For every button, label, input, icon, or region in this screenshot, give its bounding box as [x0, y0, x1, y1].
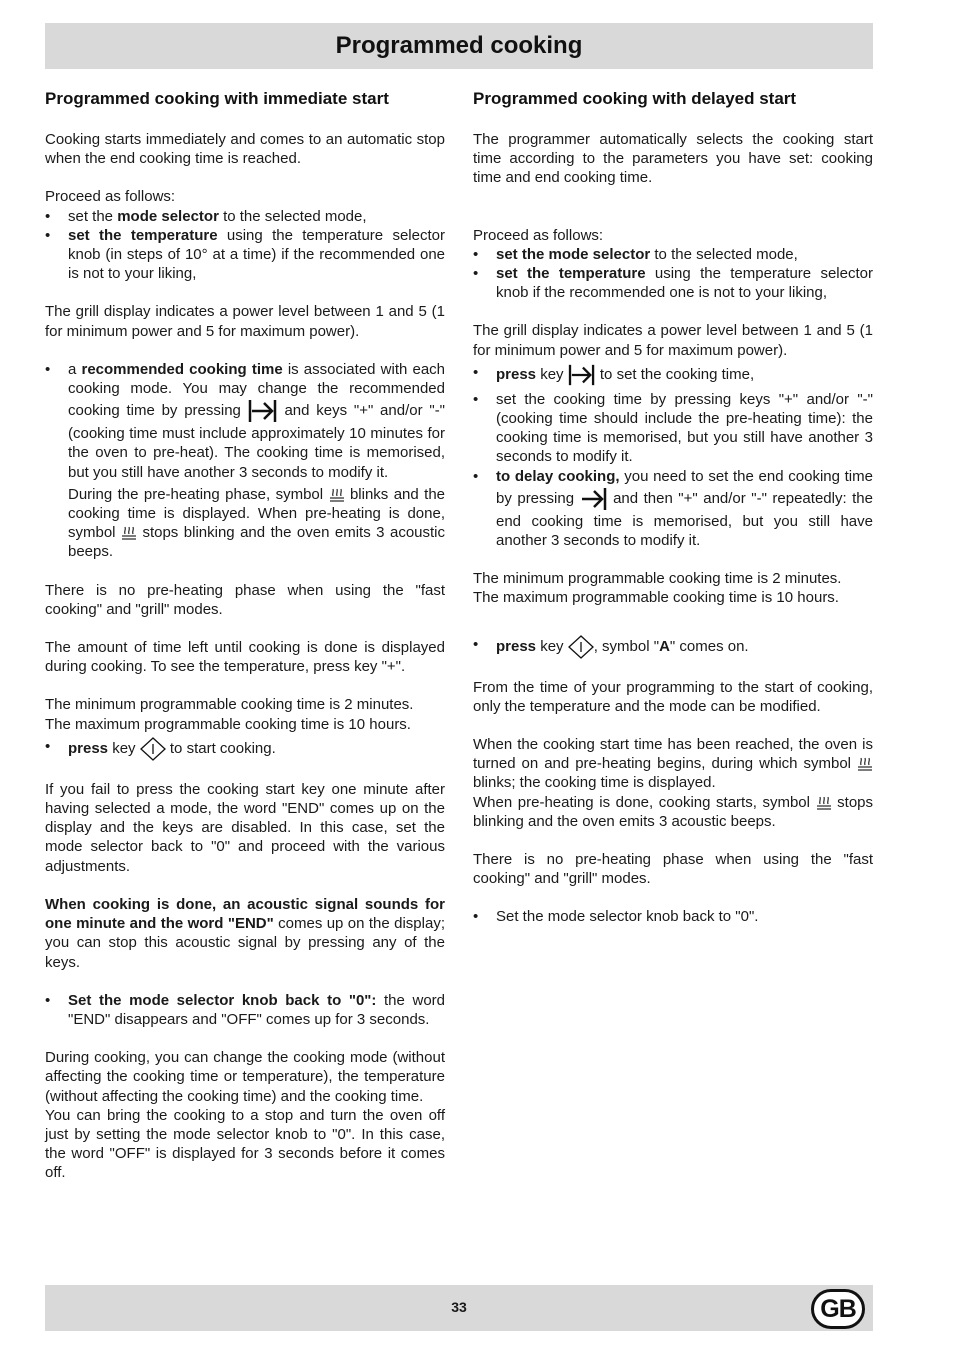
list-item: • press key , symbol "A" comes on.	[496, 635, 873, 659]
right-no-preheat: There is no pre-heating phase when using the "fast cooking" and "grill" modes.	[473, 851, 873, 888]
right-time-list	[473, 363, 873, 550]
right-start-list	[473, 635, 873, 659]
left-steps-list	[45, 207, 445, 284]
right-modify-note: From the time of your programming to the start of cooking, only the temperature and the mode can be modified.	[473, 678, 873, 715]
list-item: • set the temperature using the temperature selector knob (in steps of 10° at a time) if the recommended one is not to your liking,	[68, 226, 445, 284]
list-item: • Set the mode selector knob back to "0": the word "END" disappears and "OFF" comes up for 3 seconds.	[68, 991, 445, 1029]
preheat-symbol-icon	[816, 795, 832, 811]
title-bar	[45, 23, 873, 69]
start-key-icon	[568, 635, 594, 659]
left-heading: Programmed cooking with immediate start	[45, 89, 389, 108]
left-intro: Cooking starts immediately and comes to an automatic stop when the end cooking time is reached.	[45, 131, 445, 168]
footer-bar	[45, 1285, 873, 1331]
preheat-symbol-icon	[329, 487, 345, 503]
right-heading: Programmed cooking with delayed start	[473, 89, 797, 108]
right-proceed: Proceed as follows:	[473, 226, 604, 244]
list-item: • set the mode selector to the selected mode,	[68, 207, 445, 226]
right-grill-text: The grill display indicates a power level between 1 and 5 (1 for minimum power and 5 for maximum power).	[473, 322, 873, 359]
left-grill-text: The grill display indicates a power level between 1 and 5 (1 for minimum power and 5 for maximum power).	[45, 303, 445, 340]
list-item: • a recommended cooking time is associated with each cooking mode. You may change the recommended cooking time by pressing and keys "+" and/or "-" (cooking time must include approximately 10 minutes for the oven to pre-heat). The cooking time is memorised, but you still have another 3 seconds to modify it.	[68, 360, 445, 482]
right-intro: The programmer automatically selects the cooking start time according to the parameters you have set: cooking time and end cooking time.	[473, 131, 873, 187]
right-min-time: The minimum programmable cooking time is 2 minutes.	[473, 570, 842, 588]
left-timeout-note: If you fail to press the cooking start key one minute after having selected a mode, the word "END" comes up on the display and the keys are disabled. In this case, set the mode selector back to "0" and proceed with the various adjustments.	[45, 780, 445, 875]
left-max-time: The maximum programmable cooking time is 10 hours.	[45, 715, 411, 733]
right-steps-list	[473, 245, 873, 303]
left-no-preheat: There is no pre-heating phase when using the "fast cooking" and "grill" modes.	[45, 581, 445, 618]
left-recommended-list	[45, 360, 445, 482]
left-preheat-note: During the pre-heating phase, symbol blinks and the cooking time is displayed. When pre-heating is done, symbol stops blinking and the oven emits 3 acoustic beeps.	[68, 485, 445, 561]
page-number: 33	[451, 1299, 467, 1315]
right-max-time: The maximum programmable cooking time is 10 hours.	[473, 589, 839, 607]
start-key-icon	[140, 737, 166, 761]
preheat-symbol-icon	[857, 756, 873, 772]
list-item: • set the cooking time by pressing keys "+" and/or "-" (cooking time should include the pre-heating time): the cooking time is memorised, but you still have another 3 seconds to modify it.	[496, 390, 873, 467]
list-item: • set the mode selector to the selected mode,	[496, 245, 873, 264]
list-item: • Set the mode selector knob back to "0".	[496, 907, 873, 926]
left-reset-list	[45, 991, 445, 1029]
language-badge: GB	[811, 1289, 865, 1329]
left-proceed: Proceed as follows:	[45, 188, 176, 206]
list-item: • press key to start cooking.	[68, 737, 445, 761]
list-item: • press key to set the cooking time,	[496, 363, 873, 387]
end-cooking-time-key-icon	[580, 486, 608, 512]
preheat-symbol-icon	[121, 525, 137, 541]
right-column	[473, 88, 873, 927]
left-min-time: The minimum programmable cooking time is 2 minutes.	[45, 696, 414, 714]
right-reset-list	[473, 907, 873, 926]
list-item: • set the temperature using the temperature selector knob if the recommended one is not to your liking,	[496, 264, 873, 302]
left-change-mode: During cooking, you can change the cooking mode (without affecting the cooking time or temperature), the temperature (without affecting the cooking time) and the cooking time.	[45, 1049, 445, 1105]
right-start-reached: When the cooking start time has been reached, the oven is turned on and pre-heating begins, during which symbol blinks; the cooking time is displayed.	[473, 736, 873, 792]
page-title: Programmed cooking	[335, 32, 583, 59]
left-start-list	[45, 737, 445, 761]
right-preheat-done: When pre-heating is done, cooking starts, symbol stops blinking and the oven emits 3 acoustic beeps.	[473, 793, 874, 830]
left-end-note: When cooking is done, an acoustic signal sounds for one minute and the word "END" comes up on the display; you can stop this acoustic signal by pressing any of the keys.	[45, 895, 445, 971]
left-stop-oven: You can bring the cooking to a stop and turn the oven off just by setting the mode selector knob to "0". In this case, the word "OFF" is displayed for 3 seconds before it comes off.	[45, 1106, 445, 1182]
list-item: • to delay cooking, you need to set the end cooking time by pressing and then "+" and/or "-" repeatedly: the end cooking time is memorised, but you still have another 3 seconds to modify it.	[496, 467, 873, 551]
left-time-left: The amount of time left until cooking is done is displayed during cooking. To see the temperature, press key "+".	[45, 639, 445, 676]
left-column	[45, 88, 445, 1183]
cooking-duration-key-icon	[248, 398, 278, 424]
cooking-duration-key-icon	[568, 363, 596, 387]
